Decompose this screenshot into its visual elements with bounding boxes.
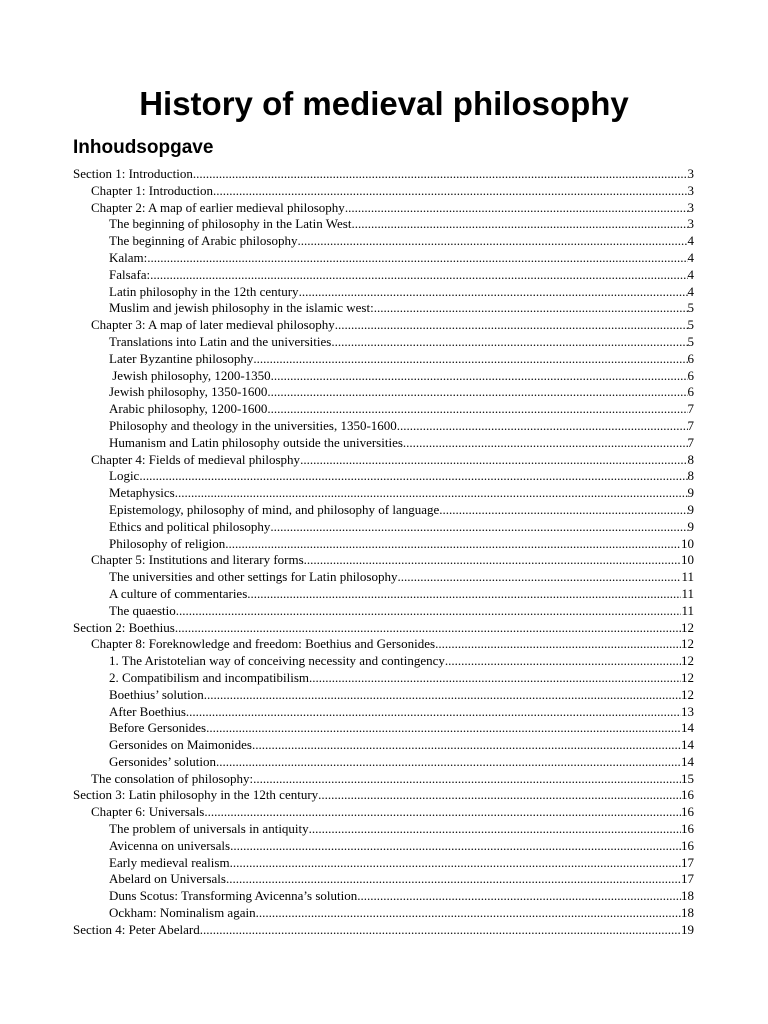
toc-page-number: 11: [681, 585, 694, 601]
toc-dot-leader: [309, 670, 681, 687]
toc-page-number: 3: [687, 166, 694, 181]
toc-page-number: 3: [687, 199, 694, 215]
toc-page-number: 9: [687, 518, 694, 534]
toc-entry-title: Gersonides’ solution: [109, 753, 216, 769]
toc-dot-leader: [397, 418, 688, 435]
toc-page-number: 8: [687, 468, 694, 484]
toc-entry[interactable]: [73, 418, 694, 435]
toc-entry[interactable]: [73, 704, 694, 721]
toc-page-number: 6: [687, 384, 694, 400]
toc-entry-title: After Boethius: [109, 703, 186, 719]
toc-entry-title: Philosophy and theology in the universities, 1350-1600: [109, 417, 397, 433]
toc-dot-leader: [403, 435, 688, 452]
toc-entry-title: Section 3: Latin philosophy in the 12th century: [73, 787, 319, 803]
toc-dot-leader: [270, 519, 687, 536]
toc-page-number: 6: [687, 367, 694, 383]
toc-entry[interactable]: [73, 620, 694, 637]
toc-dot-leader: [439, 502, 687, 519]
toc-page-number: 4: [687, 233, 694, 249]
toc-page-number: 5: [687, 317, 694, 333]
toc-page-number: 5: [687, 300, 694, 316]
toc-dot-leader: [230, 838, 681, 855]
toc-entry-title: Humanism and Latin philosophy outside the universities: [109, 434, 403, 450]
toc-page-number: 11: [681, 602, 694, 618]
toc-entry-title: Chapter 1: Introduction: [91, 182, 214, 198]
toc-entry-title: Latin philosophy in the 12th century: [109, 283, 299, 299]
toc-dot-leader: [335, 317, 688, 334]
toc-entry[interactable]: [73, 787, 694, 804]
toc-page-number: 16: [681, 821, 694, 837]
toc-entry-title: Duns Scotus: Transforming Avicenna’s solution: [109, 888, 358, 904]
toc-entry-title: Chapter 6: Universals: [91, 804, 205, 820]
toc-page-number: 8: [687, 451, 694, 467]
toc-dot-leader: [397, 569, 681, 586]
toc-dot-leader: [150, 267, 687, 284]
toc-entry[interactable]: [73, 284, 694, 301]
toc-entry-title: Later Byzantine philosophy: [109, 350, 254, 366]
toc-entry-title: The quaestio: [109, 602, 176, 618]
toc-entry[interactable]: [73, 351, 694, 368]
toc-entry-title: Chapter 2: A map of earlier medieval philosophy: [91, 199, 345, 215]
toc-entry-title: 2. Compatibilism and incompatibilism: [109, 669, 310, 685]
toc-page-number: 19: [681, 921, 694, 937]
toc-entry[interactable]: [73, 200, 694, 217]
toc-page-number: 12: [681, 669, 694, 685]
toc-entry[interactable]: [73, 250, 694, 267]
toc-entry[interactable]: [73, 233, 694, 250]
toc-dot-leader: [193, 166, 688, 183]
toc-dot-leader: [247, 586, 681, 603]
toc-dot-leader: [230, 855, 681, 872]
toc-page-number: 14: [681, 753, 694, 769]
toc-heading: Inhoudsopgave: [73, 137, 214, 158]
toc-entry-title: Logic: [109, 468, 140, 484]
toc-page-number: 6: [687, 350, 694, 366]
toc-page-number: 4: [687, 266, 694, 282]
toc-entry[interactable]: [73, 653, 694, 670]
toc-dot-leader: [176, 603, 682, 620]
toc-entry[interactable]: [73, 754, 694, 771]
toc-entry-title: Jewish philosophy, 1200-1350: [109, 367, 271, 383]
toc-entry[interactable]: [73, 401, 694, 418]
toc-entry-title: Chapter 4: Fields of medieval philosphy: [91, 451, 301, 467]
toc-entry[interactable]: [73, 888, 694, 905]
toc-page-number: 9: [687, 485, 694, 501]
toc-entry[interactable]: [73, 519, 694, 536]
toc-page-number: 4: [687, 249, 694, 265]
toc-entry-title: The problem of universals in antiquity: [109, 821, 309, 837]
toc-dot-leader: [300, 452, 687, 469]
toc-entry[interactable]: [73, 670, 694, 687]
toc-dot-leader: [331, 334, 687, 351]
toc-entry[interactable]: [73, 468, 694, 485]
toc-entry[interactable]: [73, 267, 694, 284]
toc-page-number: 9: [687, 501, 694, 517]
toc-entry[interactable]: [73, 687, 694, 704]
toc-entry-title: Chapter 8: Foreknowledge and freedom: Boethius and Gersonides: [91, 636, 436, 652]
toc-entry-title: Ockham: Nominalism again: [109, 905, 256, 921]
toc-entry-title: Before Gersonides: [109, 720, 207, 736]
toc-entry[interactable]: [73, 855, 694, 872]
toc-entry-title: Translations into Latin and the universities: [109, 333, 332, 349]
toc-entry-title: Chapter 5: Institutions and literary forms: [91, 552, 304, 568]
toc-dot-leader: [357, 888, 681, 905]
toc-entry-title: Gersonides on Maimonides: [109, 737, 252, 753]
toc-entry-title: Ethics and political philosophy: [109, 518, 271, 534]
toc-entry[interactable]: [73, 485, 694, 502]
toc-dot-leader: [139, 468, 687, 485]
toc-entry-title: Muslim and jewish philosophy in the islamic west:: [109, 300, 374, 316]
toc-dot-leader: [204, 687, 681, 704]
toc-page-number: 3: [687, 182, 694, 198]
toc-entry[interactable]: [73, 871, 694, 888]
toc-dot-leader: [435, 636, 681, 653]
toc-dot-leader: [304, 552, 681, 569]
toc-dot-leader: [271, 368, 688, 385]
toc-entry-title: Avicenna on universals: [109, 837, 231, 853]
toc-dot-leader: [351, 216, 687, 233]
toc-entry-title: Jewish philosophy, 1350-1600: [109, 384, 268, 400]
toc-page-number: 3: [687, 216, 694, 232]
toc-page-number: 14: [681, 720, 694, 736]
toc-page-number: 16: [681, 787, 694, 803]
toc-dot-leader: [267, 384, 687, 401]
toc-entry[interactable]: [73, 368, 694, 385]
toc-page-number: 10: [681, 552, 694, 568]
toc-page-number: 5: [687, 333, 694, 349]
toc-dot-leader: [225, 536, 681, 553]
toc-entry[interactable]: [73, 838, 694, 855]
toc-entry-title: A culture of commentaries: [109, 585, 248, 601]
toc-entry[interactable]: [73, 166, 694, 183]
toc-page-number: 4: [687, 283, 694, 299]
toc-dot-leader: [147, 250, 687, 267]
toc-dot-leader: [256, 905, 681, 922]
toc-entry[interactable]: [73, 603, 694, 620]
toc-dot-leader: [175, 485, 688, 502]
toc-entry-title: Philosophy of religion: [109, 535, 226, 551]
toc-entry[interactable]: [73, 804, 694, 821]
toc-entry[interactable]: [73, 452, 694, 469]
toc-entry[interactable]: [73, 905, 694, 922]
toc-entry[interactable]: [73, 737, 694, 754]
toc-entry[interactable]: [73, 384, 694, 401]
toc-entry-title: The beginning of philosophy in the Latin West: [109, 216, 352, 232]
toc-dot-leader: [299, 284, 688, 301]
toc-dot-leader: [213, 183, 687, 200]
toc-entry-title: The consolation of philosophy:: [91, 770, 254, 786]
toc-dot-leader: [175, 620, 681, 637]
toc-entry[interactable]: [73, 922, 694, 939]
toc-entry[interactable]: [73, 569, 694, 586]
toc-dot-leader: [200, 922, 681, 939]
toc-page-number: 7: [687, 417, 694, 433]
toc-entry[interactable]: [73, 771, 694, 788]
toc-page-number: 15: [681, 770, 694, 786]
toc-entry-title: Arabic philosophy, 1200-1600: [109, 401, 268, 417]
toc-dot-leader: [309, 821, 681, 838]
toc-entry[interactable]: [73, 317, 694, 334]
toc-dot-leader: [345, 200, 688, 217]
toc-page-number: 18: [681, 888, 694, 904]
toc-page-number: 12: [681, 653, 694, 669]
toc-page-number: 13: [681, 703, 694, 719]
toc-entry[interactable]: [73, 334, 694, 351]
toc-entry[interactable]: [73, 586, 694, 603]
toc-page-number: 17: [681, 871, 694, 887]
toc-page-number: 14: [681, 737, 694, 753]
toc-entry-title: 1. The Aristotelian way of conceiving necessity and contingency: [109, 653, 445, 669]
toc-entry-title: Chapter 3: A map of later medieval philosophy: [91, 317, 335, 333]
toc-dot-leader: [226, 871, 681, 888]
toc-page-number: 12: [681, 619, 694, 635]
toc-dot-leader: [297, 233, 687, 250]
toc-entry-title: The beginning of Arabic philosophy: [109, 233, 298, 249]
toc-entry-title: Falsafa:: [109, 266, 151, 282]
toc-dot-leader: [374, 300, 688, 317]
toc-page-number: 7: [687, 401, 694, 417]
toc-page-number: 12: [681, 686, 694, 702]
toc-entry-title: Abelard on Universals: [109, 871, 226, 887]
toc-entry[interactable]: [73, 552, 694, 569]
document-title: History of medieval philosophy: [139, 85, 629, 122]
toc-page-number: 7: [687, 434, 694, 450]
toc-dot-leader: [186, 704, 681, 721]
toc-entry[interactable]: [73, 636, 694, 653]
toc-dot-leader: [267, 401, 687, 418]
toc-entry[interactable]: [73, 821, 694, 838]
toc-entry[interactable]: [73, 435, 694, 452]
toc-entry-title: The universities and other settings for Latin philosophy: [109, 569, 398, 585]
toc-entry[interactable]: [73, 183, 694, 200]
toc-dot-leader: [445, 653, 681, 670]
toc-page-number: 18: [681, 905, 694, 921]
toc-entry-title: Metaphysics: [109, 485, 175, 501]
toc-entry[interactable]: [73, 536, 694, 553]
toc-dot-leader: [252, 737, 681, 754]
toc-entry-title: Section 4: Peter Abelard: [73, 921, 200, 937]
toc-dot-leader: [216, 754, 681, 771]
toc-entry-title: Boethius’ solution: [109, 686, 204, 702]
toc-page-number: 11: [681, 569, 694, 585]
toc-page-number: 17: [681, 854, 694, 870]
toc-page-number: 12: [681, 636, 694, 652]
toc-entry-title: Kalam:: [109, 249, 148, 265]
toc-entry-title: Epistemology, philosophy of mind, and philosophy of language: [109, 501, 440, 517]
toc-dot-leader: [253, 771, 681, 788]
toc-entry[interactable]: [73, 502, 694, 519]
toc-page-number: 16: [681, 837, 694, 853]
toc-entry[interactable]: [73, 300, 694, 317]
toc-entry-title: Section 2: Boethius: [73, 619, 175, 635]
toc-entry-title: Section 1: Introduction: [73, 166, 193, 181]
toc-entry-title: Early medieval realism: [109, 854, 230, 870]
toc-page-number: 10: [681, 535, 694, 551]
toc-dot-leader: [204, 804, 681, 821]
toc-dot-leader: [253, 351, 687, 368]
toc-dot-leader: [318, 787, 681, 804]
toc-dot-leader: [206, 720, 681, 737]
toc-entry[interactable]: [73, 216, 694, 233]
table-of-contents: [73, 166, 694, 939]
toc-page-number: 16: [681, 804, 694, 820]
toc-entry[interactable]: [73, 720, 694, 737]
